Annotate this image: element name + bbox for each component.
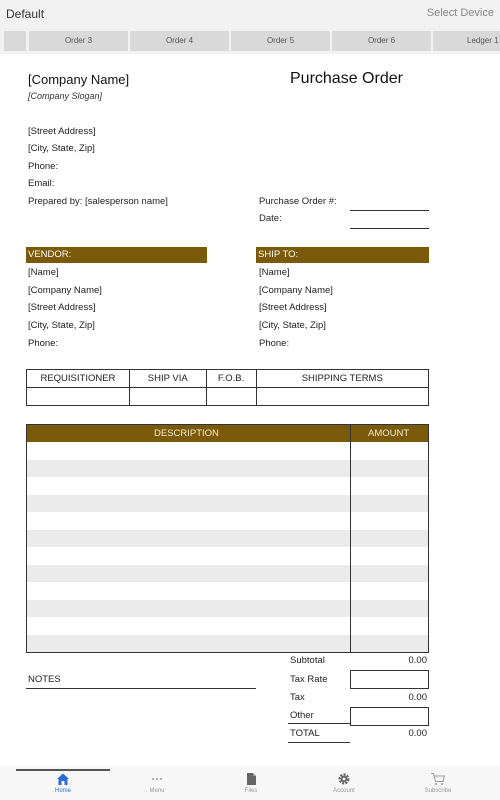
vendor-name[interactable]: [Name] [28, 267, 59, 278]
notes-label: NOTES [28, 674, 61, 685]
nav-subscribe[interactable] [398, 772, 478, 794]
column-divider [350, 425, 351, 652]
subtotal-label: Subtotal [290, 655, 325, 666]
nav-account-label: Account [333, 788, 355, 794]
table-row[interactable] [27, 495, 428, 513]
ship-to-street[interactable]: [Street Address] [259, 302, 327, 313]
table-row[interactable] [27, 512, 428, 530]
tab-order-3[interactable]: Order 3 [29, 31, 128, 51]
nav-home-label: Home [54, 788, 71, 794]
bottom-navigation [0, 766, 500, 800]
cart-icon [430, 772, 446, 786]
select-device-button[interactable]: Select Device [426, 7, 494, 19]
tab-partial[interactable] [4, 31, 26, 51]
other-label: Other [290, 710, 314, 721]
table-row[interactable] [27, 635, 428, 653]
fob-cell[interactable] [206, 388, 256, 406]
table-row[interactable] [27, 460, 428, 478]
file-icon [244, 772, 258, 786]
email-label[interactable]: Email: [28, 178, 55, 189]
ship-to-phone[interactable]: Phone: [259, 338, 290, 349]
table-row[interactable] [27, 530, 428, 548]
table-row[interactable] [27, 477, 428, 495]
nav-home[interactable] [23, 772, 103, 794]
po-number-label: Purchase Order #: [259, 196, 337, 207]
document-title[interactable]: Default [6, 7, 45, 21]
nav-menu-label: Menu [149, 788, 165, 794]
nav-subscribe-label: Subscribe [424, 788, 452, 794]
tax-rate-label: Tax Rate [290, 674, 328, 685]
items-table-header [27, 425, 428, 442]
ship-to-city[interactable]: [City, State, Zip] [259, 320, 326, 331]
vendor-header: VENDOR: [26, 247, 207, 263]
ship-to-company[interactable]: [Company Name] [259, 285, 333, 296]
table-row[interactable] [27, 582, 428, 600]
tab-order-4[interactable]: Order 4 [130, 31, 229, 51]
nav-files-label: Files [244, 788, 258, 794]
table-row[interactable] [27, 547, 428, 565]
document-heading: Purchase Order [290, 70, 403, 87]
table-row[interactable] [27, 442, 428, 460]
home-icon [56, 772, 70, 786]
items-table [26, 424, 429, 653]
tax-value: 0.00 [408, 692, 427, 703]
amount-header: AMOUNT [368, 428, 410, 439]
vendor-city[interactable]: [City, State, Zip] [28, 320, 95, 331]
top-bar [0, 0, 500, 28]
ship-via-cell[interactable] [129, 388, 206, 406]
total-value: 0.00 [408, 728, 427, 739]
notes-field[interactable] [26, 688, 256, 689]
other-input[interactable] [350, 707, 429, 726]
date-field[interactable] [350, 228, 429, 229]
ship-to-header: SHIP TO: [256, 247, 429, 263]
street-address[interactable]: [Street Address] [28, 126, 96, 137]
phone-label[interactable]: Phone: [28, 161, 59, 172]
company-slogan[interactable]: [Company Slogan] [28, 91, 103, 101]
ship-to-name[interactable]: [Name] [259, 267, 290, 278]
shipping-terms-header: SHIPPING TERMS [256, 370, 428, 388]
purchase-order-document [0, 54, 500, 766]
description-header: DESCRIPTION [154, 428, 219, 439]
more-dots-icon [150, 772, 164, 786]
vendor-street[interactable]: [Street Address] [28, 302, 96, 313]
active-tab-indicator [16, 769, 110, 771]
nav-menu[interactable] [117, 772, 197, 794]
shipping-terms-cell[interactable] [256, 388, 428, 406]
gear-icon [337, 772, 351, 786]
vendor-company[interactable]: [Company Name] [28, 285, 102, 296]
nav-files[interactable] [211, 772, 291, 794]
tab-order-5[interactable]: Order 5 [231, 31, 330, 51]
company-name[interactable]: [Company Name] [28, 72, 130, 87]
ship-via-header: SHIP VIA [129, 370, 206, 388]
prepared-by[interactable]: Prepared by: [salesperson name] [28, 196, 168, 207]
tax-label: Tax [290, 692, 305, 703]
requisitioner-cell[interactable] [27, 388, 130, 406]
requisitioner-header: REQUISITIONER [27, 370, 130, 388]
other-underline [288, 723, 350, 724]
date-label: Date: [259, 213, 282, 224]
table-row[interactable] [27, 565, 428, 583]
total-label: TOTAL [290, 728, 320, 739]
nav-account[interactable] [304, 772, 384, 794]
table-row[interactable] [27, 617, 428, 635]
fob-header: F.O.B. [206, 370, 256, 388]
tab-bar [0, 28, 500, 54]
vendor-phone[interactable]: Phone: [28, 338, 59, 349]
tax-rate-input[interactable] [350, 670, 429, 689]
shipping-table [26, 369, 429, 406]
table-row[interactable] [27, 600, 428, 618]
subtotal-value: 0.00 [408, 655, 427, 666]
po-number-field[interactable] [350, 210, 429, 211]
total-underline [288, 742, 350, 743]
tab-order-6[interactable]: Order 6 [332, 31, 431, 51]
tab-ledger[interactable]: Ledger 1 [433, 31, 500, 51]
city-state-zip[interactable]: [City, State, Zip] [28, 143, 95, 154]
